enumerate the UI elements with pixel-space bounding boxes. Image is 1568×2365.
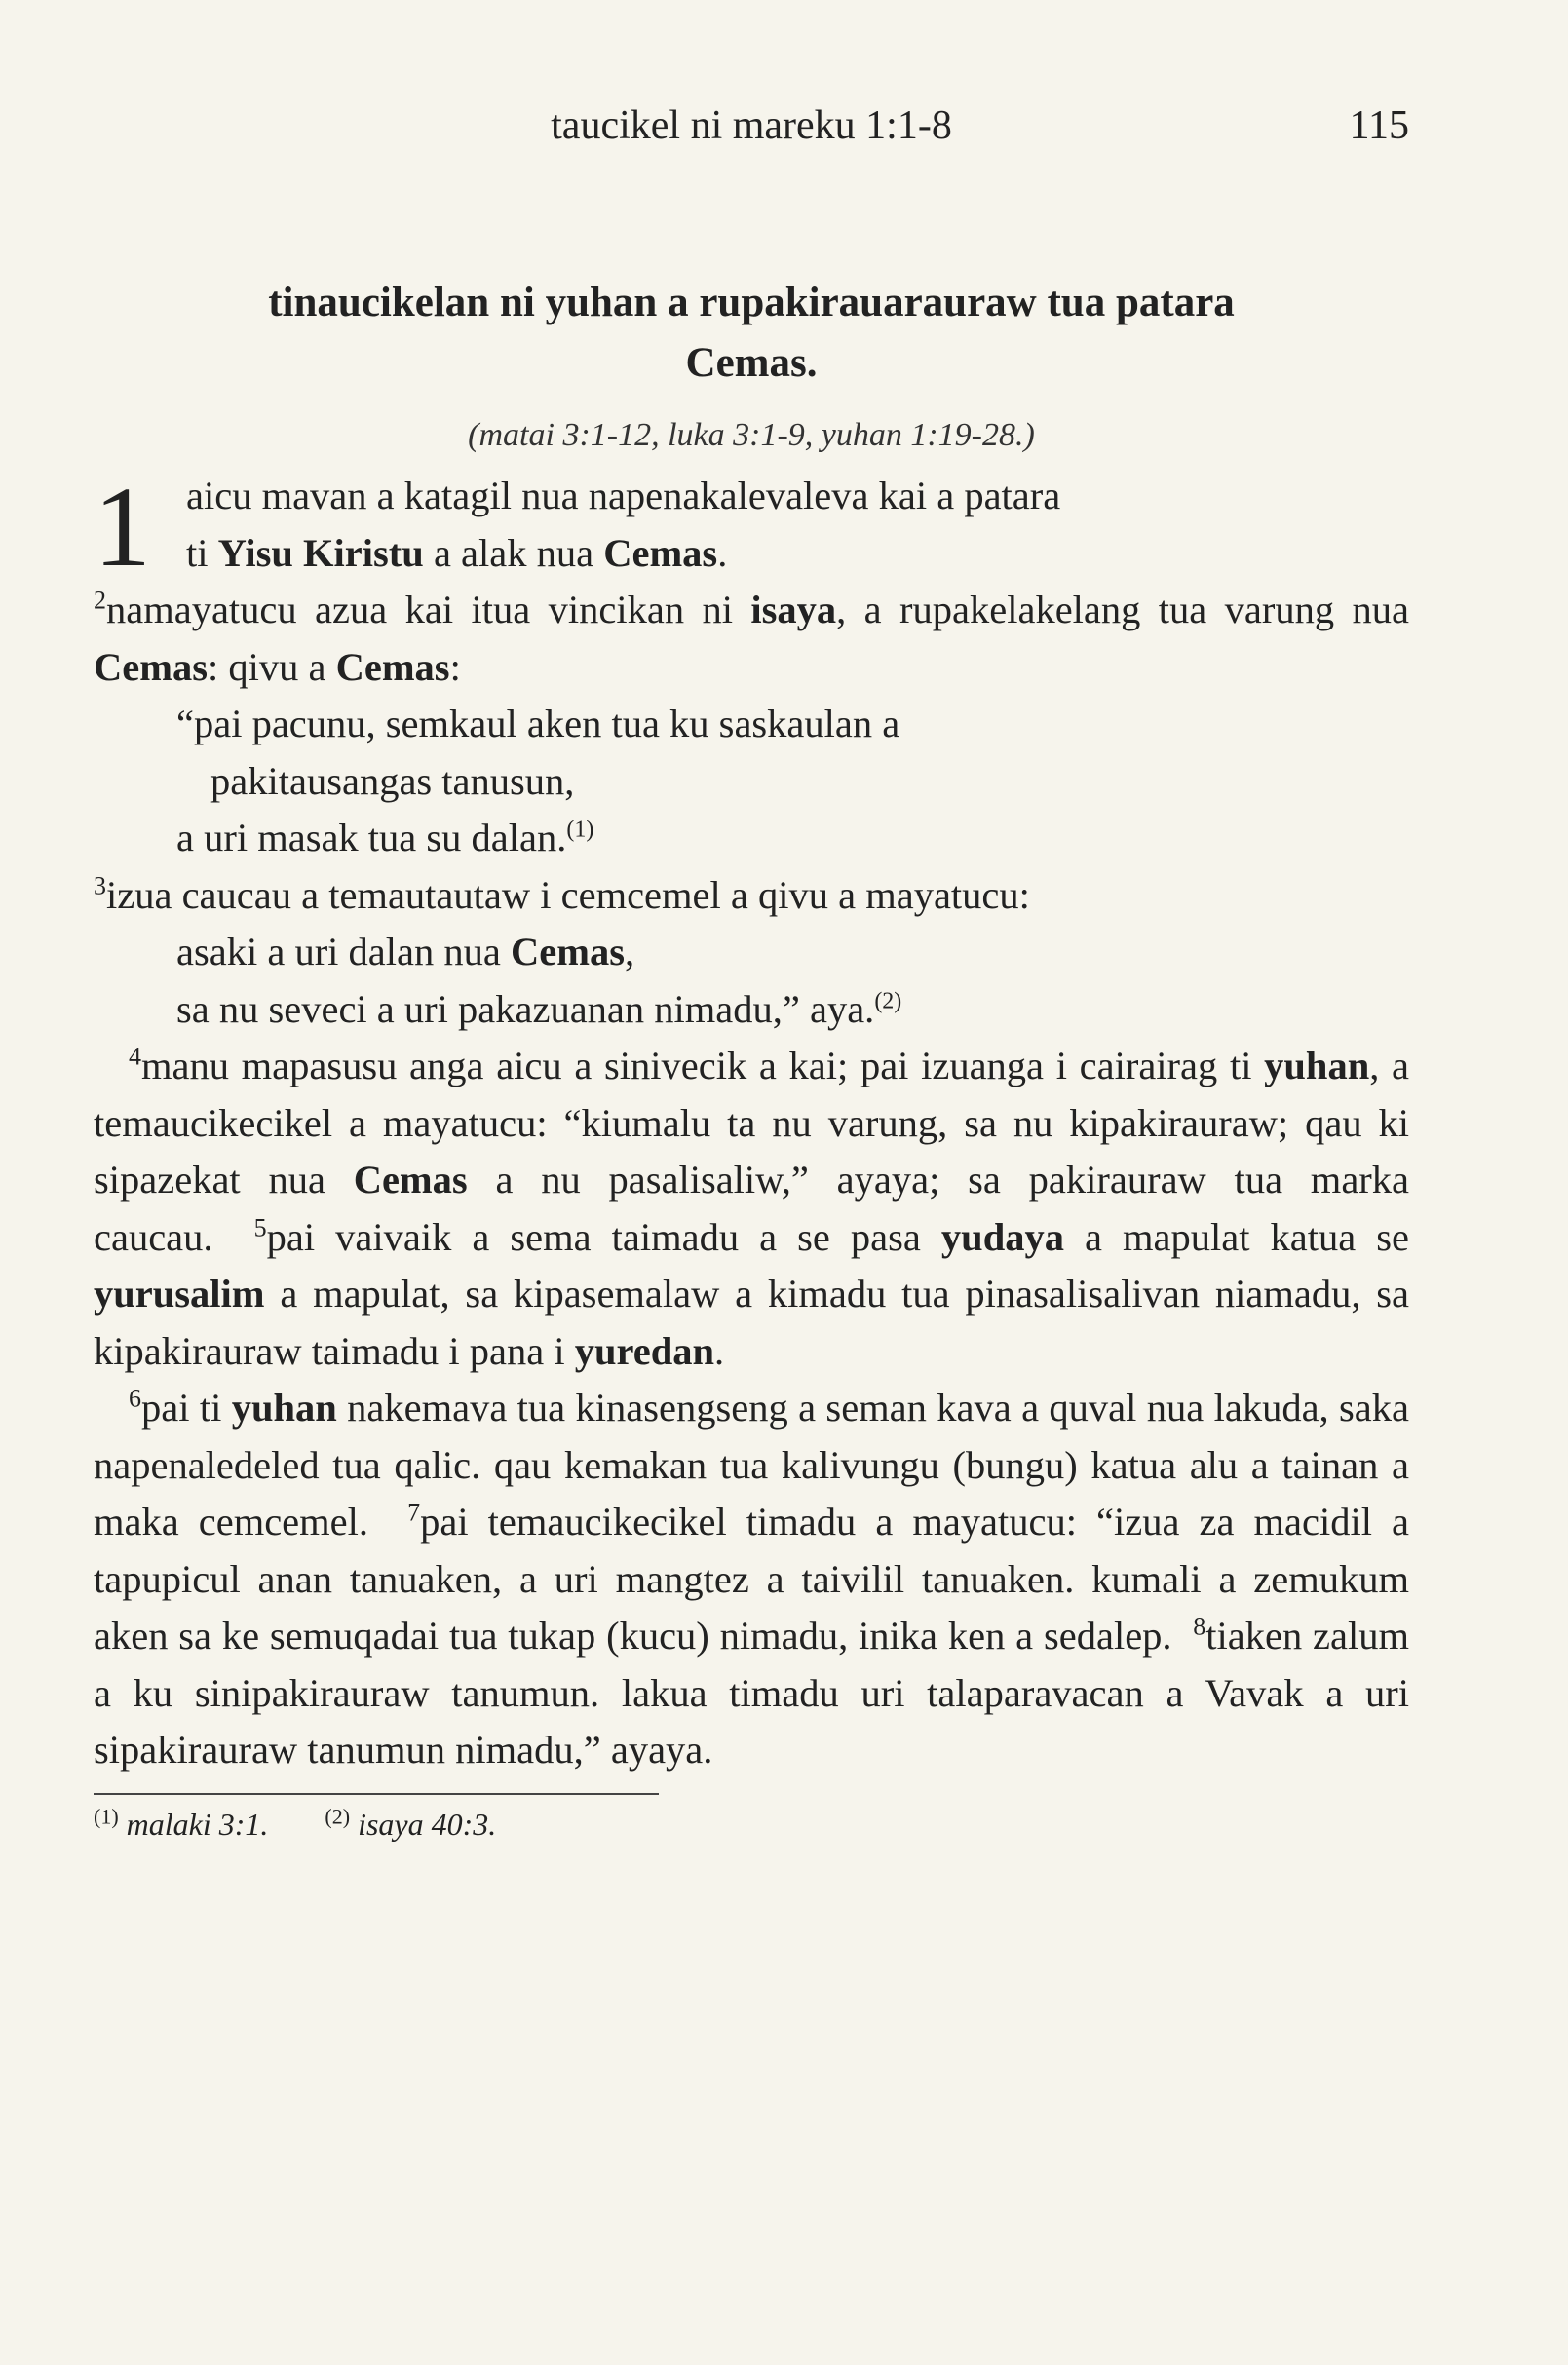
verse-1-line2: ti Yisu Kiristu a alak nua Cemas.	[186, 530, 728, 575]
verse-3: $^3$izua caucau a temautautaw i cemcemel a qivu a mayatucu:	[94, 871, 1030, 917]
verse-number: 5	[253, 1213, 267, 1241]
footnote-ref-2[interactable]: (2)	[874, 988, 902, 1013]
verse-2-poem-line1: “pai pacunu, semkaul aken tua ku saskaulan a	[176, 702, 900, 745]
verse-number: 4	[129, 1042, 141, 1071]
verse-number: 3	[94, 871, 106, 899]
verse-3-poem-line1: asaki a uri dalan nua Cemas,	[176, 930, 635, 973]
footnote-ref-1[interactable]: (1)	[566, 817, 594, 843]
running-title: taucikel ni mareku 1:1-8	[551, 103, 952, 148]
running-header	[94, 93, 1409, 161]
verse-1	[94, 463, 1409, 591]
page-number: 115	[1349, 103, 1409, 148]
verse-2-poem-line3: a uri masak tua su dalan.$^{(1)}$	[176, 816, 594, 859]
verse-6-8: $^6$pai ti yuhan nakemava tua kinasengseng a seman kava a quval nua lakuda, saka napenaledeled tua qalic. qau kemakan tua kalivungu (bungu) katua alu a tainan a maka cemcemel. $^7$pai temaucikecikel timadu a mayatucu: “izua za macidil a tapupicul anan tanuaken, a uri mangtez a taivilil tanuaken. kumali a zemukum aken sa ke semuqadai tua tukap (kucu) nimadu, inika ken a sedalep. $^8$tiaken zalum a ku sinipakirauraw tanumun. lakua timadu uri talaparavacan a Vavak a uri sipakirauraw tanumun nimadu,” ayaya.	[94, 1384, 1410, 1772]
chapter-number: 1	[94, 463, 151, 591]
section-title-line2: Cemas.	[685, 340, 818, 386]
footnote-2: $^{(2)}$ isaya 40:3.	[325, 1804, 497, 1843]
verse-number: 6	[129, 1384, 141, 1413]
verse-number: 2	[94, 586, 106, 615]
parallel-references: (matai 3:1-12, luka 3:1-9, yuhan 1:19-28.)	[468, 417, 1035, 453]
verse-2-poem-line2: pakitausangas tanusun,	[210, 758, 575, 803]
page	[94, 93, 1409, 1843]
verse-4-5: $^4$manu mapasusu anga aicu a sinivecik a kai; pai izuanga i cairairag ti yuhan, a temaucikecikel a mayatucu: “kiumalu ta nu varung, sa nu kipakirauraw; qau ki sipazekat nua Cemas a nu pasalisaliw,” ayaya; sa pakirauraw tua marka caucau. $^5$pai vaivaik a sema taimadu a se pasa yudaya a mapulat katua se yurusalim a mapulat, sa kipasemalaw a kimadu tua pinasalisalivan niamadu, sa kipakirauraw taimadu i pana i yuredan.	[94, 1042, 1410, 1373]
verse-number: 7	[407, 1498, 421, 1527]
footnote-1: $^{(1)}$ malaki 3:1.	[94, 1804, 269, 1843]
verse-2: $^2$namayatucu azua kai itua vincikan ni isaya, a rupakelakelang tua varung nua Cemas: qivu a Cemas:	[94, 586, 1409, 689]
verse-3-poem-line2: sa nu seveci a uri pakazuanan nimadu,” aya.$^{(2)}$	[176, 986, 902, 1031]
verse-1-line1: aicu mavan a katagil nua napenakalevaleva kai a patara	[186, 474, 1061, 517]
footnote-divider	[94, 1793, 659, 1795]
verse-number: 8	[1193, 1612, 1206, 1641]
section-title	[94, 273, 1409, 394]
footnotes	[94, 1805, 1409, 1844]
section-title-line1: tinaucikelan ni yuhan a rupakirauarauraw tua patara	[268, 280, 1235, 325]
verses	[94, 463, 1410, 1779]
